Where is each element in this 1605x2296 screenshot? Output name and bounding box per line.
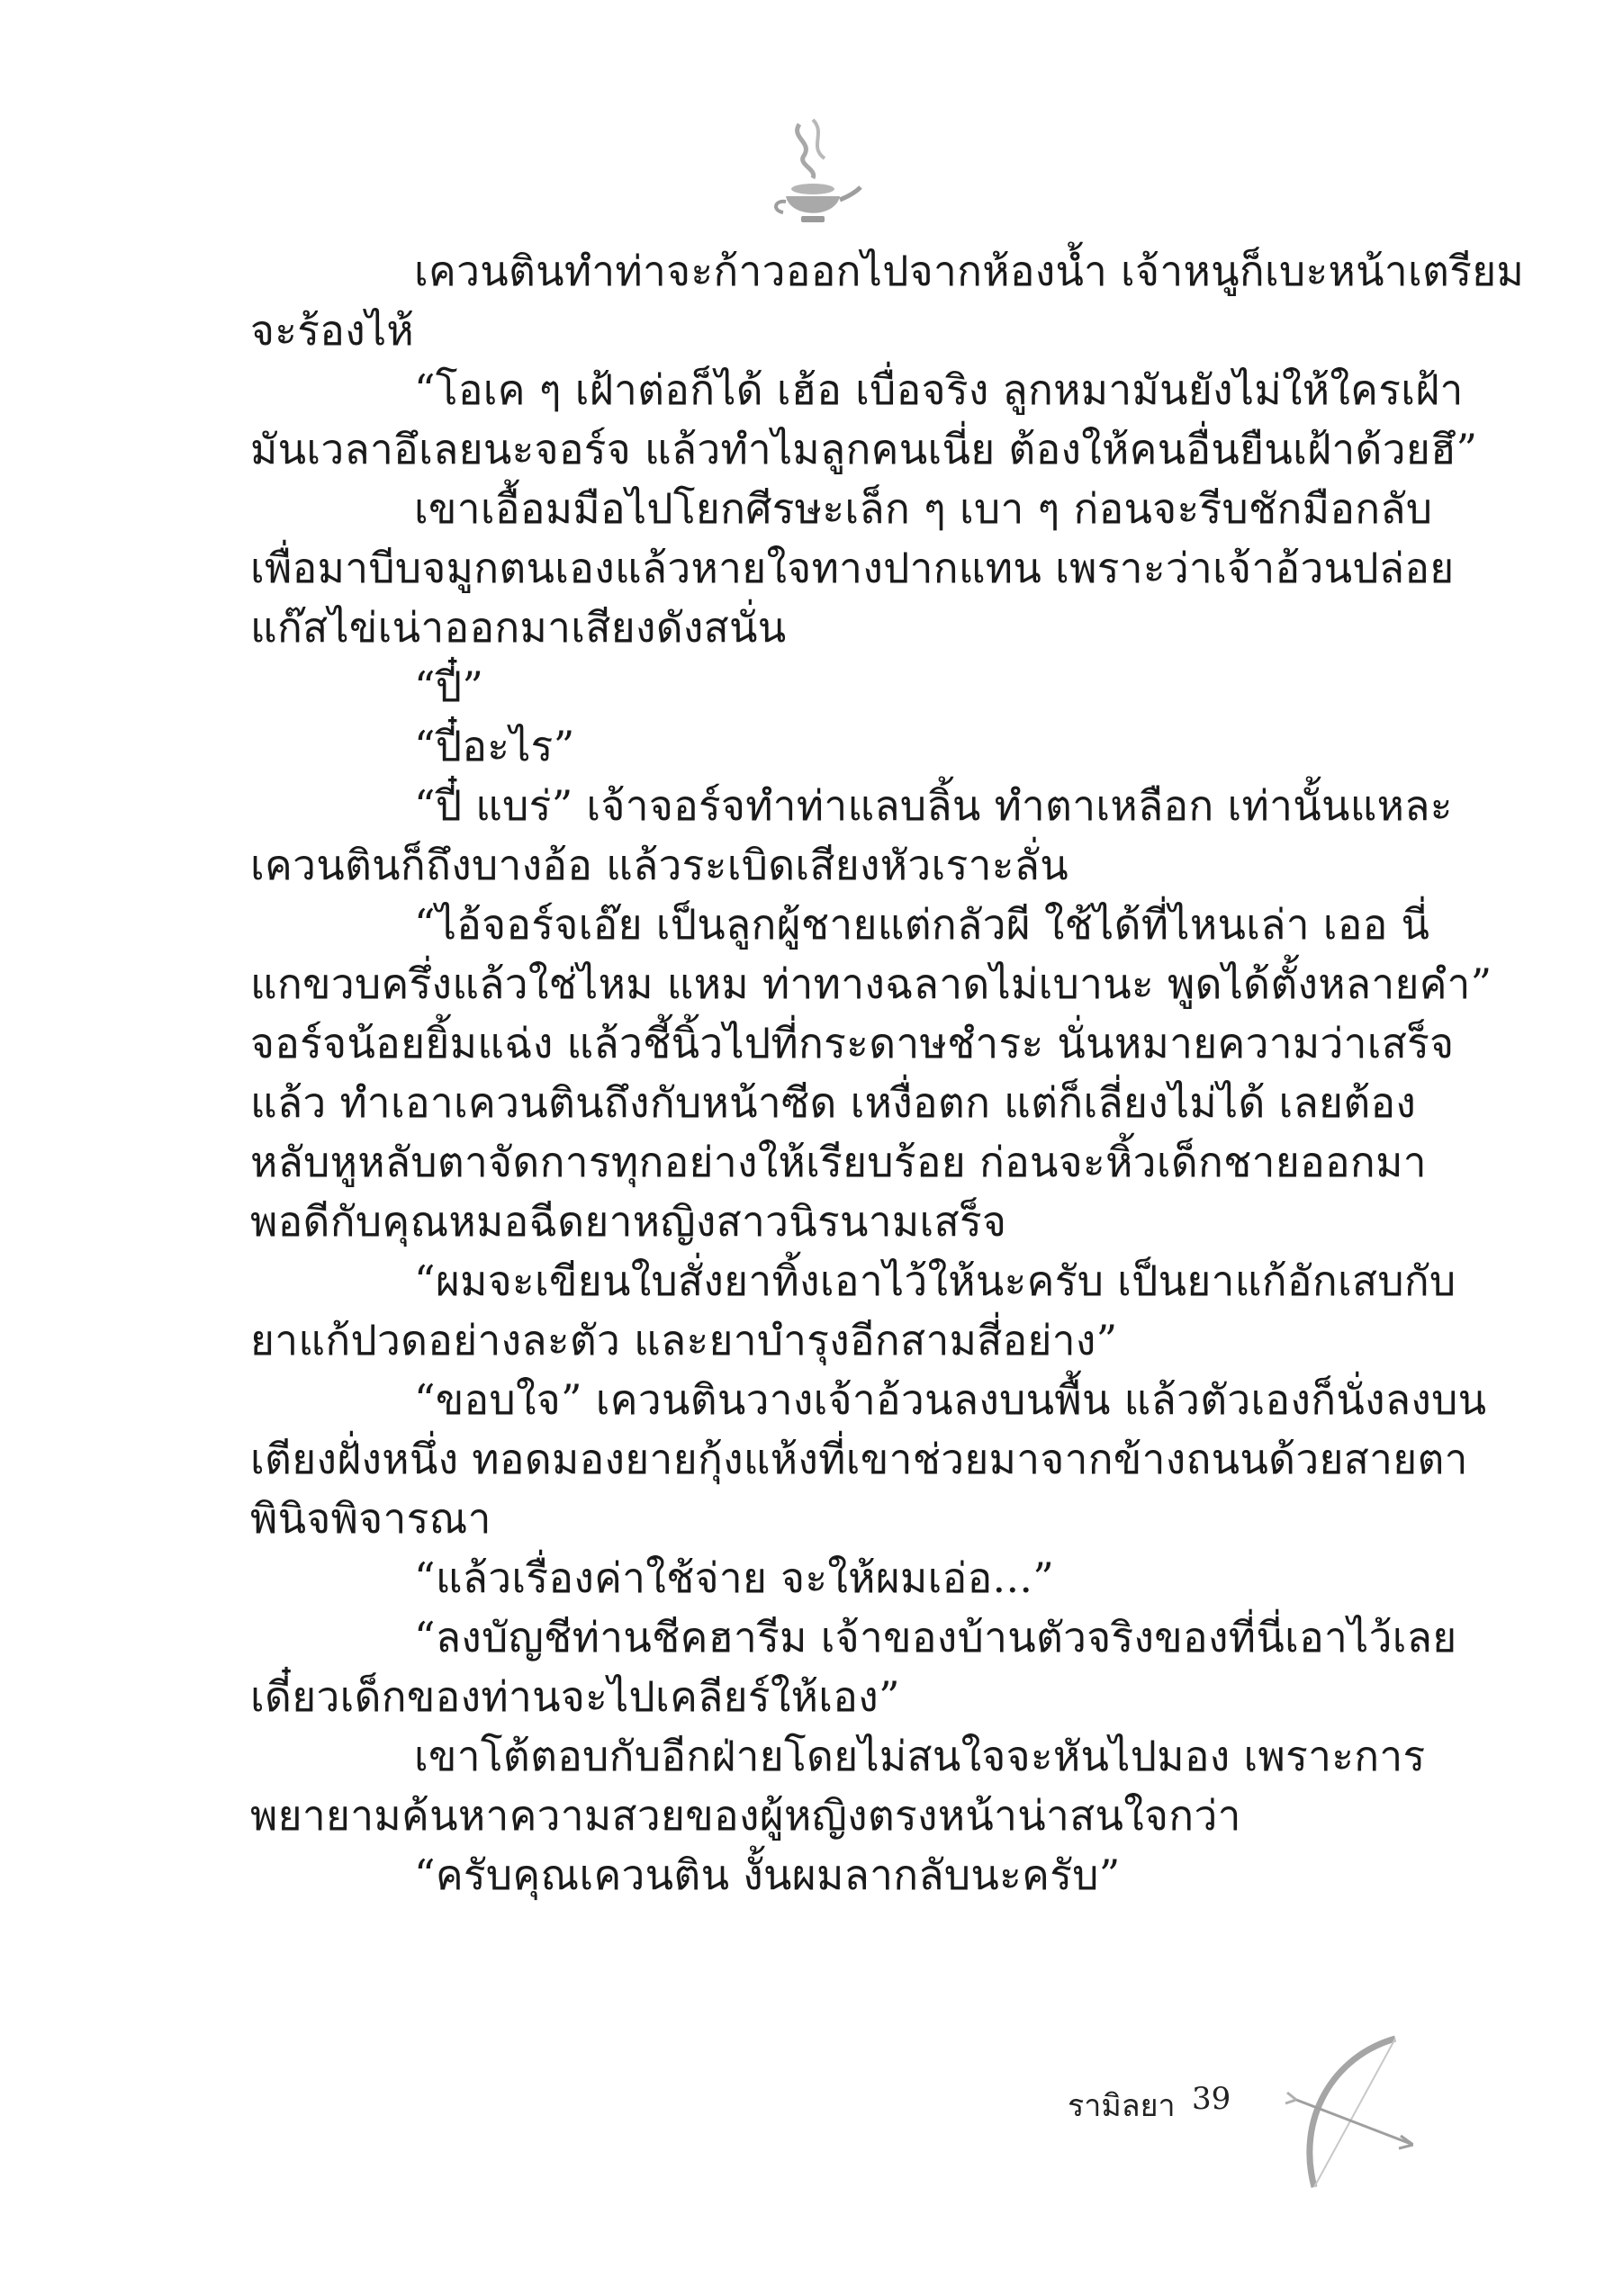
text-line: เดี๋ยวเด็กของท่านจะไปเคลียร์ให้เอง” [250, 1672, 900, 1721]
text-line: จะร้องไห้ [250, 306, 415, 355]
text-line: เพื่อมาบีบจมูกตนเองแล้วหายใจทางปากแทน เพราะว่าเจ้าอ้วนปล่อย [250, 544, 1455, 592]
text-line: เขาเอื้อมมือไปโยกศีรษะเล็ก ๆ เบา ๆ ก่อนจะรีบชักมือกลับ [414, 484, 1433, 533]
text-line: “ขอบใจ” เควนตินวางเจ้าอ้วนลงบนพื้น แล้วตัวเองก็นั่งลงบน [414, 1375, 1487, 1424]
text-line: ยาแก้ปวดอย่างละตัว และยาบำรุงอีกสามสี่อย่าง” [250, 1316, 1118, 1364]
text-line: “ปี๋” [414, 662, 484, 711]
text-line: พินิจพิจารณา [250, 1494, 491, 1543]
genie-lamp-icon [763, 106, 862, 232]
text-line: เควนตินทำท่าจะก้าวออกไปจากห้องน้ำ เจ้าหนูก็เบะหน้าเตรียม [414, 247, 1525, 295]
text-line: “ปี๋อะไร” [414, 722, 575, 770]
text-line: เขาโต้ตอบกับอีกฝ่ายโดยไม่สนใจจะหันไปมอง เพราะการ [414, 1732, 1426, 1780]
text-line: มันเวลาอึเลยนะจอร์จ แล้วทำไมลูกคนเนี่ย ต้องให้คนอื่นยืนเฝ้าด้วยฮึ” [250, 425, 1478, 473]
text-line: จอร์จน้อยยิ้มแฉ่ง แล้วชี้นิ้วไปที่กระดาษชำระ นั่นหมายความว่าเสร็จ [250, 1019, 1455, 1067]
page-number: 39 [1192, 2081, 1231, 2117]
text-line: พอดีกับคุณหมอฉีดยาหญิงสาวนิรนามเสร็จ [250, 1197, 1007, 1246]
text-line: แล้ว ทำเอาเควนตินถึงกับหน้าซีด เหงื่อตก แต่ก็เลี่ยงไม่ได้ เลยต้อง [250, 1078, 1417, 1127]
text-line: “ครับคุณเควนติน งั้นผมลากลับนะครับ” [414, 1850, 1121, 1899]
text-line: “แล้วเรื่องค่าใช้จ่าย จะให้ผมเอ่อ...” [414, 1553, 1055, 1602]
text-line: “ไอ้จอร์จเอ๊ย เป็นลูกผู้ชายแต่กลัวผี ใช้ได้ที่ไหนเล่า เออ นี่ [414, 900, 1430, 949]
body-text [250, 241, 1525, 1904]
text-line: “โอเค ๆ เฝ้าต่อก็ได้ เฮ้อ เบื่อจริง ลูกหมามันยังไม่ให้ใครเฝ้า [414, 365, 1464, 414]
text-line: เตียงฝั่งหนึ่ง ทอดมองยายกุ้งแห้งที่เขาช่วยมาจากข้างถนนด้วยสายตา [250, 1435, 1468, 1483]
book-title: รามิลยา [1068, 2088, 1176, 2124]
text-line: “ลงบัญชีท่านชีคฮารีม เจ้าของบ้านตัวจริงของที่นี่เอาไว้เลย [414, 1613, 1457, 1661]
text-line: พยายามค้นหาความสวยของผู้หญิงตรงหน้าน่าสนใจกว่า [250, 1791, 1241, 1840]
text-line: “ผมจะเขียนใบสั่งยาทิ้งเอาไว้ให้นะครับ เป็นยาแก้อักเสบกับ [414, 1256, 1456, 1305]
text-line: แกขวบครึ่งแล้วใช่ไหม แหม ท่าทางฉลาดไม่เบานะ พูดได้ตั้งหลายคำ” [250, 959, 1492, 1008]
text-line: “ปี๋ แบร่” เจ้าจอร์จทำท่าแลบลิ้น ทำตาเหลือก เท่านั้นแหละ [414, 781, 1453, 830]
text-line: แก๊สไข่เน่าออกมาเสียงดังสนั่น [250, 603, 787, 652]
text-line: หลับหูหลับตาจัดการทุกอย่างให้เรียบร้อย ก่อนจะหิ้วเด็กชายออกมา [250, 1138, 1427, 1186]
text-line: เควนตินก็ถึงบางอ้อ แล้วระเบิดเสียงหัวเราะลั่น [250, 841, 1068, 889]
bow-arrow-icon [1278, 2030, 1413, 2192]
